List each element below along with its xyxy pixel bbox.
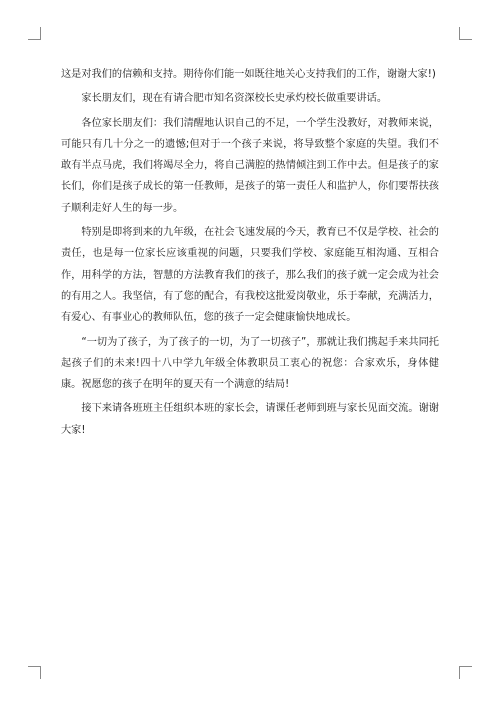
crop-mark-bottom-right (459, 666, 472, 679)
paragraph-principal-address: 各位家长朋友们：我们清醒地认识自己的不足，一个学生没教好，对教师来说，可能只有几十分之一的遗憾;但对于一个孩子来说，将导致整个家庭的失望。我们不敢有半点马虎，我们将竭尽全力，将自己满腔的热情倾注到工作中去。但是孩子的家长们，你们是孩子成长的第一任教师，是孩子的第一责任人和监护人，你们要帮扶孩子顺利走好人生的每一步。 (61, 117, 439, 214)
crop-mark-bottom-left (28, 666, 41, 679)
crop-mark-top-right (459, 27, 472, 40)
paragraph-next-steps: 接下来请各班班主任组织本班的家长会，请课任老师到班与家长见面交流。谢谢大家! (61, 403, 439, 436)
crop-mark-top-left (28, 27, 41, 40)
paragraph-closing-thanks: 这是对我们的信赖和支持。期待你们能一如既往地关心支持我们的工作，谢谢大家!) (61, 69, 436, 80)
paragraph-blessing: “一切为了孩子，为了孩子的一切，为了一切孩子”，那就让我们携起手来共同托起孩子们的未来!四十八中学九年级全体教职员工衷心的祝您：合家欢乐，身体健康。祝愿您的孩子在明年的夏天有一个满意的结局! (61, 336, 439, 391)
paragraph-speaker-intro: 家长朋友们，现在有请合肥市知名资深校长史承灼校长做重要讲话。 (81, 93, 388, 105)
paragraph-ninth-grade: 特别是即将到来的九年级，在社会飞速发展的今天，教育已不仅是学校、社会的责任，也是每一位家长应该重视的问题，只要我们学校、家庭能互相沟通、互相合作，用科学的方法，智慧的方法教育我们的孩子，那么我们的孩子就一定会成为社会的有用之人。我坚信，有了您的配合，有我校这批爱岗敬业，乐于奉献，充满活力，有爱心、有事业心的教师队伍，您的孩子一定会健康愉快地成长。 (61, 227, 439, 324)
document-body (61, 64, 439, 444)
